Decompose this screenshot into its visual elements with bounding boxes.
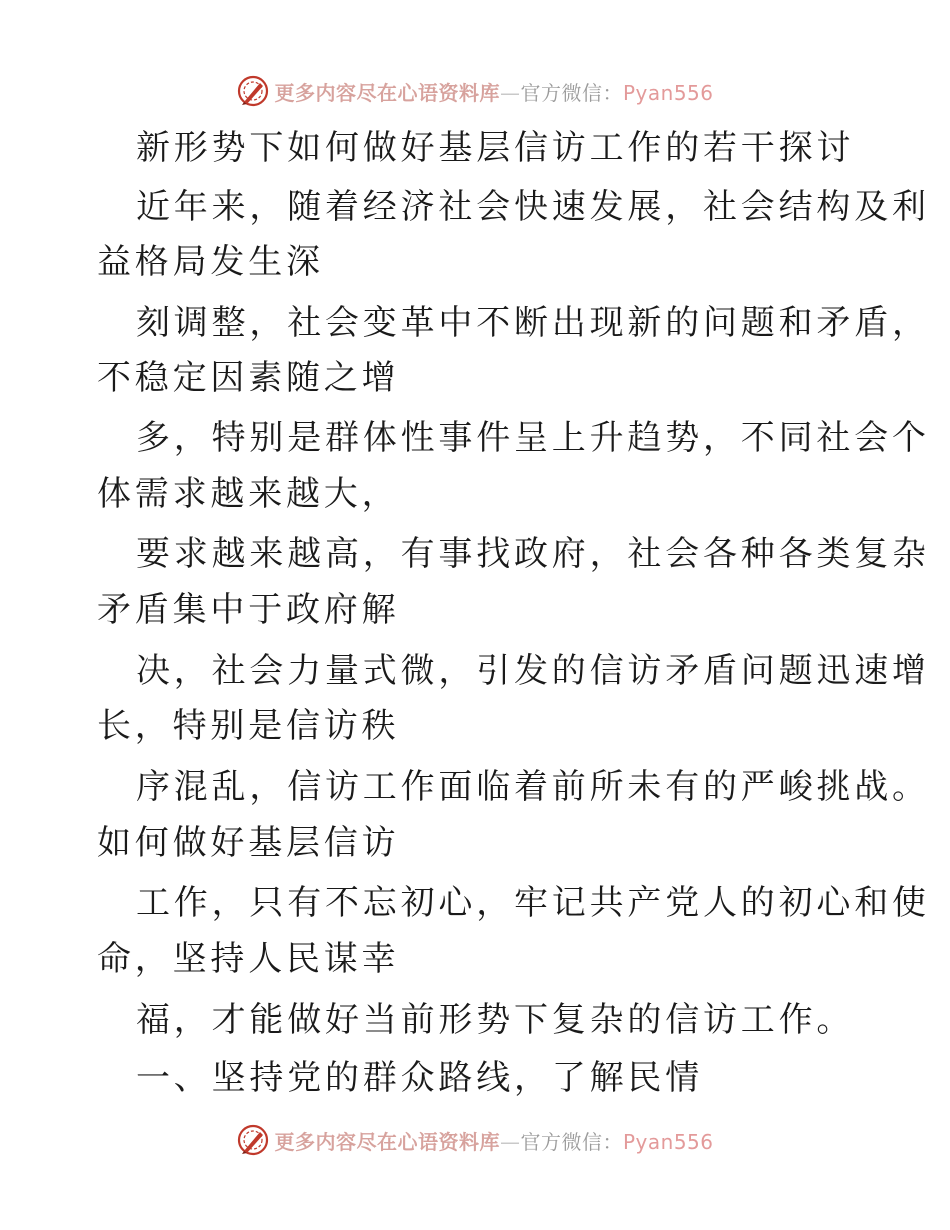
paragraph-line: 体需求越来越大， [97,474,400,514]
footer-watermark [0,1120,950,1160]
watermark-separator: — [499,1129,521,1154]
paragraph-line: 序混乱，信访工作面临着前所未有的严峻挑战。 [136,767,930,807]
paragraph-line: 近年来，随着经济社会快速发展，社会结构及利 [136,187,930,227]
paragraph-line: 益格局发生深 [97,242,324,282]
paragraph-line: 不稳定因素随之增 [97,358,400,398]
paragraph-line: 长，特别是信访秩 [97,706,400,746]
paragraph-line: 命，坚持人民谋幸 [97,939,400,979]
watermark-wechat-id: Pyan556 [622,1129,714,1154]
pen-circle-logo-icon [236,1123,270,1157]
watermark-label: 官方微信： [520,1129,623,1154]
watermark-separator: — [499,80,521,105]
paragraph-line: 如何做好基层信访 [97,823,400,863]
paragraph-line: 决，社会力量式微，引发的信访矛盾问题迅速增 [136,651,930,691]
paragraph-line: 多，特别是群体性事件呈上升趋势，不同社会个 [136,418,930,458]
watermark-brand-text: 更多内容尽在心语资料库 [274,1129,500,1154]
paragraph-line: 刻调整，社会变革中不断出现新的问题和矛盾， [136,303,930,343]
watermark-label: 官方微信： [520,80,623,105]
paragraph-line: 福，才能做好当前形势下复杂的信访工作。 [136,1000,855,1040]
document-title: 新形势下如何做好基层信访工作的若干探讨 [136,128,855,168]
watermark-brand-text: 更多内容尽在心语资料库 [274,80,500,105]
section-heading: 一、坚持党的群众路线，了解民情 [136,1058,703,1098]
paragraph-line: 工作，只有不忘初心，牢记共产党人的初心和使 [136,883,930,923]
watermark-wechat-id: Pyan556 [622,80,714,105]
paragraph-line: 矛盾集中于政府解 [97,590,400,630]
paragraph-line: 要求越来越高，有事找政府，社会各种各类复杂 [136,534,930,574]
